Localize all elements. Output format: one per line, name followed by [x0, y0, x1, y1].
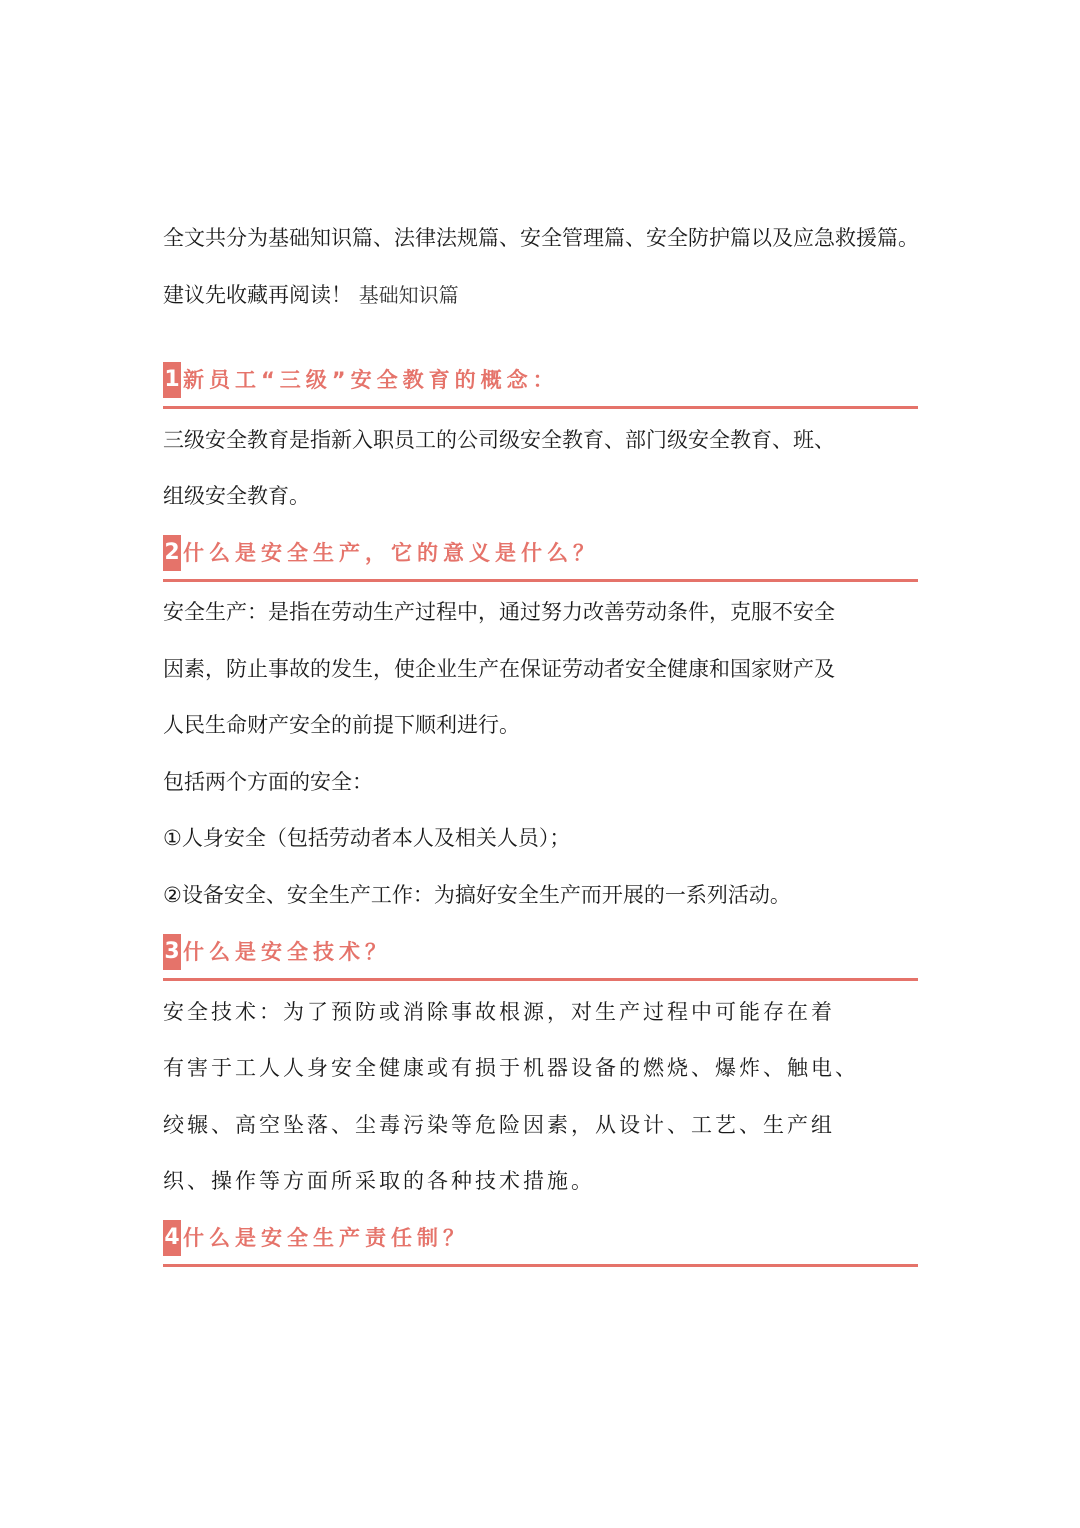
section-number-badge: 4 [163, 1220, 181, 1256]
section-number-badge: 2 [163, 535, 181, 571]
intro-suggestion: 建议先收藏再阅读！ [163, 283, 352, 307]
paragraph-line: 因素，防止事故的发生，使企业生产在保证劳动者安全健康和国家财产及 [163, 657, 835, 681]
section-heading-4 [163, 1220, 918, 1267]
intro-section-label: 基础知识篇 [358, 283, 459, 307]
section-heading-2 [163, 535, 918, 582]
paragraph-line: ①人身安全（包括劳动者本人及相关人员）； [163, 826, 571, 850]
paragraph-line: ②设备安全、安全生产工作：为搞好安全生产而开展的一系列活动。 [163, 883, 791, 907]
paragraph-line: 安全技术：为了预防或消除事故根源，对生产过程中可能存在着 [163, 1000, 835, 1024]
paragraph-line: 安全生产：是指在劳动生产过程中，通过努力改善劳动条件，克服不安全 [163, 600, 835, 624]
section-heading-1 [163, 362, 918, 409]
section-heading-3 [163, 934, 918, 981]
paragraph-line: 人民生命财产安全的前提下顺利进行。 [163, 713, 520, 737]
section-number-badge: 3 [163, 934, 181, 970]
paragraph-line: 三级安全教育是指新入职员工的公司级安全教育、部门级安全教育、班、 [163, 428, 835, 452]
paragraph-line: 组级安全教育。 [163, 484, 310, 508]
section-title: 什么是安全生产责任制？ [183, 1226, 469, 1250]
intro-line-1: 全文共分为基础知识篇、法律法规篇、安全管理篇、安全防护篇以及应急救援篇。 [163, 226, 919, 250]
intro-line-2 [163, 281, 918, 309]
paragraph-line: 绞辗、高空坠落、尘毒污染等危险因素，从设计、工艺、生产组 [163, 1113, 835, 1137]
section-number-badge: 1 [163, 362, 181, 398]
section-title: 新员工“三级”安全教育的概念： [183, 368, 559, 392]
section-title: 什么是安全生产，它的意义是什么？ [183, 541, 599, 565]
paragraph-line: 有害于工人人身安全健康或有损于机器设备的燃烧、爆炸、触电、 [163, 1056, 859, 1080]
section-title: 什么是安全技术？ [183, 940, 391, 964]
paragraph-line: 包括两个方面的安全： [163, 770, 373, 794]
paragraph-line: 织、操作等方面所采取的各种技术措施。 [163, 1169, 595, 1193]
